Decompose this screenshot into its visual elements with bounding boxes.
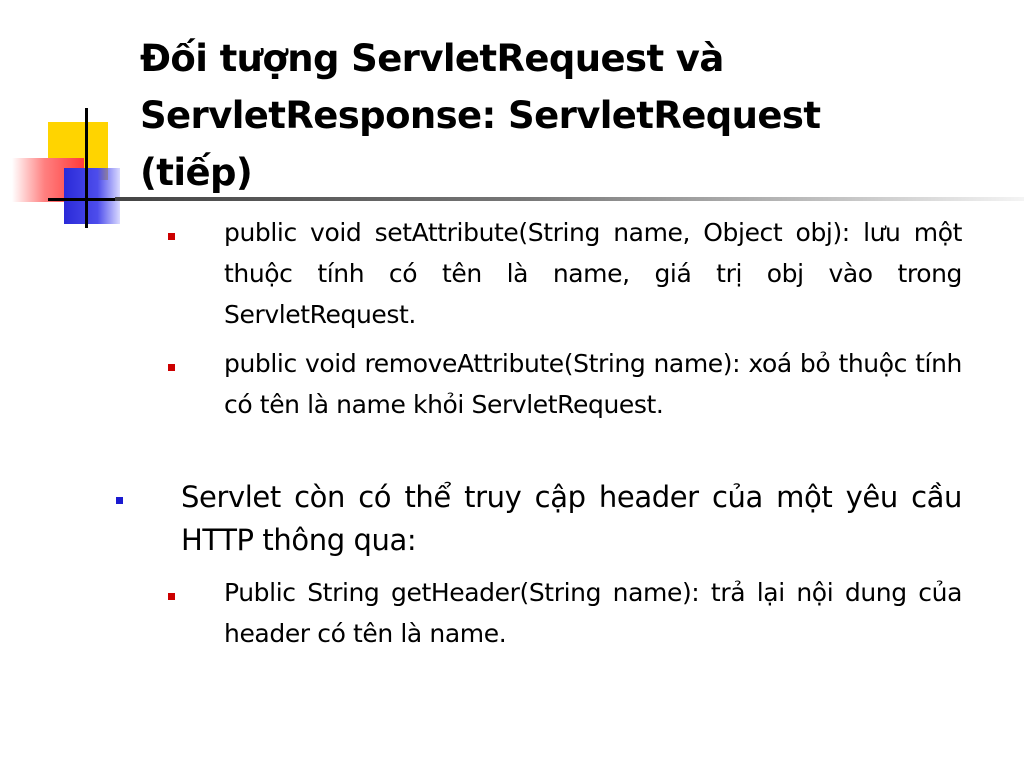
bullet-square-icon (168, 233, 175, 240)
bullet-square-icon (168, 364, 175, 371)
sub-bullet-get-header: Public String getHeader(String name): trả lại nội dung của header có tên là name. (224, 578, 962, 648)
sub-bullet-remove-attribute: public void removeAttribute(String name): xoá bỏ thuộc tính có tên là name khỏi ServletRequest. (224, 349, 962, 419)
logo-blue-square (64, 168, 120, 224)
sub-bullet-set-attribute: public void setAttribute(String name, Object obj): lưu một thuộc tính có tên là name, giá trị obj vào trong ServletRequest. (224, 218, 962, 329)
slide-title-line-2: ServletResponse: ServletRequest (140, 94, 821, 137)
bullet-http-header-access: Servlet còn có thể truy cập header của một yêu cầu HTTP thông qua: (181, 480, 962, 557)
title-divider (115, 197, 1024, 201)
bullet-square-icon (168, 593, 175, 600)
slide-logo-decoration (0, 0, 150, 240)
slide-title-line-1: Đối tượng ServletRequest và (140, 37, 724, 80)
logo-vertical-line (85, 108, 88, 228)
slide-title-line-3: (tiếp) (140, 151, 253, 194)
slide-title (140, 30, 1000, 201)
bullet-square-icon (116, 497, 123, 504)
